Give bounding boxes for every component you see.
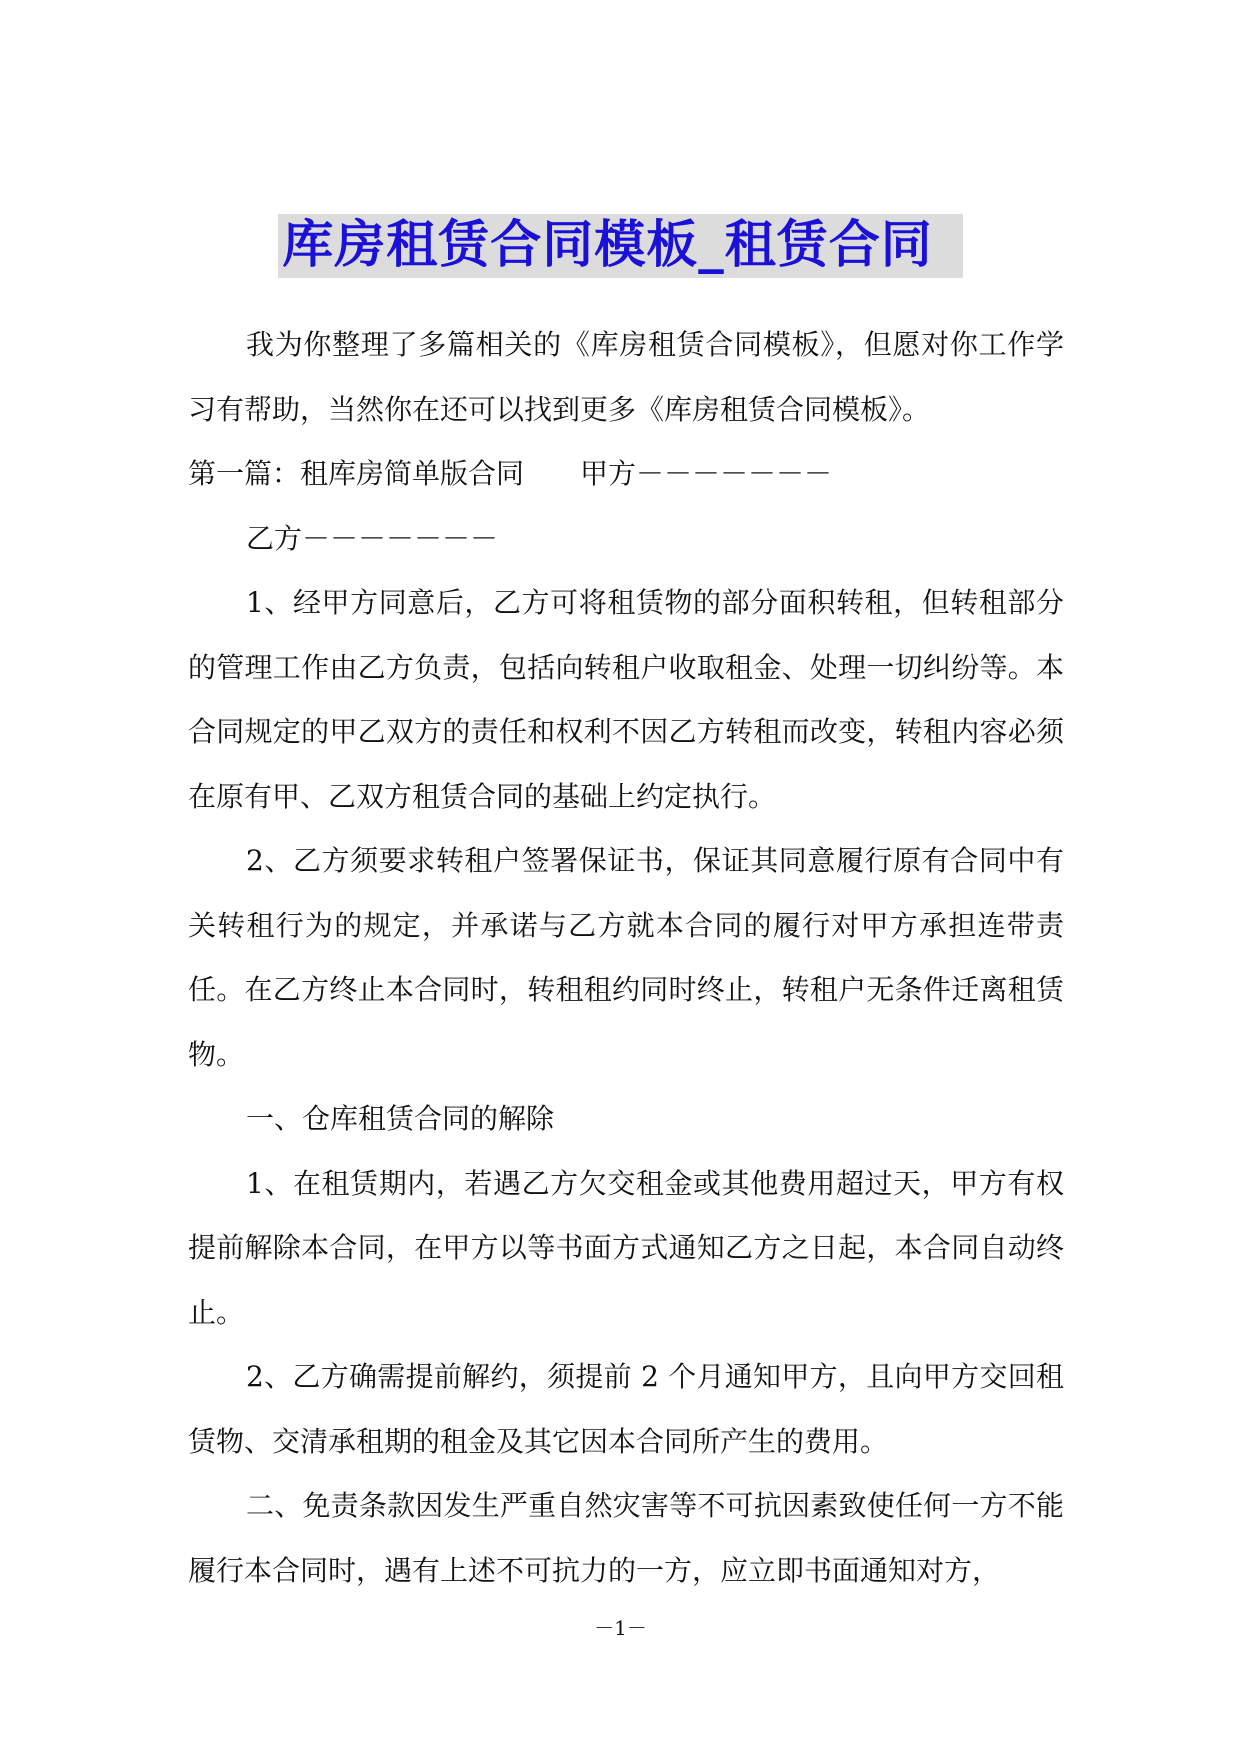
clause-paragraph-3: 1、在租赁期内，若遇乙方欠交租金或其他费用超过天，甲方有权提前解除本合同，在甲方以等书面方式通知乙方之日起，本合同自动终止。 [188, 1166, 1064, 1329]
section-heading-line [188, 442, 1064, 507]
page-number: －1－ [594, 1616, 647, 1640]
clause-paragraph-2: 2、乙方须要求转租户签署保证书，保证其同意履行原有合同中有关转租行为的规定，并承诺与乙方就本合同的履行对甲方承担连带责任。在乙方终止本合同时，转租租约同时终止，转租户无条件迁离租赁物。 [188, 844, 1064, 1071]
party-b: 乙方－－－－－－－ [246, 521, 499, 555]
document-body [188, 313, 1064, 1603]
document-title: 库房租赁合同模板_租赁合同 [278, 214, 963, 278]
termination-heading: 一、仓库租赁合同的解除 [246, 1102, 555, 1135]
title-container [0, 214, 1241, 278]
clause-paragraph-4: 2、乙方确需提前解约，须提前 2 个月通知甲方，且向甲方交回租赁物、交清承租期的租金及其它因本合同所产生的费用。 [188, 1360, 1064, 1458]
clause-paragraph-1: 1、经甲方同意后，乙方可将租赁物的部分面积转租，但转租部分的管理工作由乙方负责，包括向转租户收取租金、处理一切纠纷等。本合同规定的甲乙双方的责任和权利不因乙方转租而改变，转租内容必须在原有甲、乙双方租赁合同的基础上约定执行。 [188, 586, 1064, 813]
clause-paragraph-5: 二、免责条款因发生严重自然灾害等不可抗因素致使任何一方不能履行本合同时，遇有上述不可抗力的一方，应立即书面通知对方， [188, 1489, 1064, 1587]
section-heading: 第一篇：租库房简单版合同 [188, 457, 525, 490]
intro-paragraph: 我为你整理了多篇相关的《库房租赁合同模板》，但愿对你工作学习有帮助，当然你在还可以找到更多《库房租赁合同模板》。 [188, 328, 1064, 426]
party-a: 甲方－－－－－－－ [580, 457, 833, 490]
